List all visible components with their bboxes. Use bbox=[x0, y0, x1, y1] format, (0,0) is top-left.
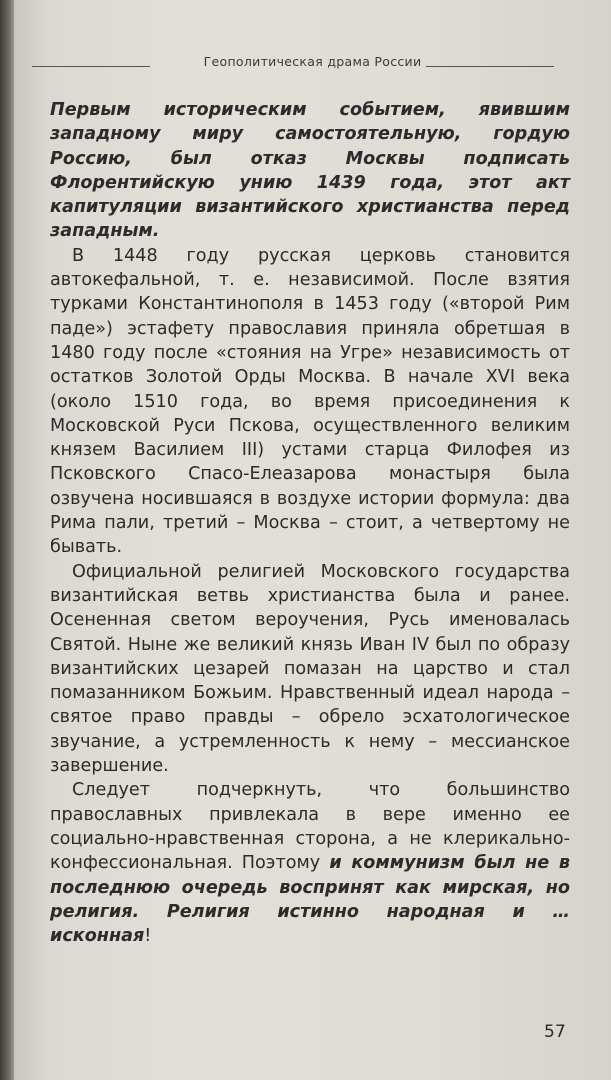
paragraph-4 bbox=[50, 778, 570, 948]
emphasis-run: Первым историческим событием, явившим западному миру самостоятельную, гордую Россию, был отказ Москвы подписать Флорентийскую унию 1439 года, этот акт капитуляции византийского христианства перед западным. bbox=[50, 100, 570, 242]
text-run: В 1448 году русская церковь становится автокефальной, т. е. независимой. После взятия турками Константинополя в 1453 году («второй Рим паде») эстафету православия приняла обретшая в 1480 году после «стояния на Угре» независимость от остатков Золотой Орды Москва. В начале XVI века (около 1510 года, во время присоединения к Московской Руси Пскова, осуществленного великим князем Василием III) устами старца Филофея из Псковского Спасо-Елеазарова монастыря была озвучена носившаяся в воздухе истории формула: два Рима пали, третий – Москва – стоит, а четвертому не бывать. bbox=[50, 245, 570, 558]
text-run: Официальной религией Московского государства византийская ветвь христианства была и ранее. Осененная светом вероучения, Русь именовалась Святой. Ныне же великий князь Иван IV был по образу византийских цезарей помазан на царство и стал помазанником Божьим. Нравственный идеал народа – святое право правды – обрело эсхатологическое звучание, а устремленность к нему – мессианское завершение. bbox=[50, 561, 570, 777]
header-rule-right bbox=[426, 66, 554, 67]
paragraph-2 bbox=[50, 244, 570, 560]
book-spine bbox=[0, 0, 14, 1080]
book-page bbox=[14, 0, 611, 1080]
text-run: Следует подчеркнуть, что большинство православных привлекала в вере именно ее социально-нравственная сторона, а не клерикально-конфессиональная. Поэтому bbox=[50, 780, 570, 874]
page-number: 57 bbox=[544, 1022, 566, 1042]
running-title: Геополитическая драма России bbox=[203, 54, 422, 69]
body-text bbox=[50, 98, 570, 948]
emphasis-run: и коммунизм был не в последнюю очередь воспринят как мирская, но религия. Религия истинно народная и … исконная bbox=[50, 853, 570, 947]
text-run: ! bbox=[144, 926, 152, 947]
paragraph-1 bbox=[50, 98, 570, 244]
paragraph-3 bbox=[50, 560, 570, 779]
